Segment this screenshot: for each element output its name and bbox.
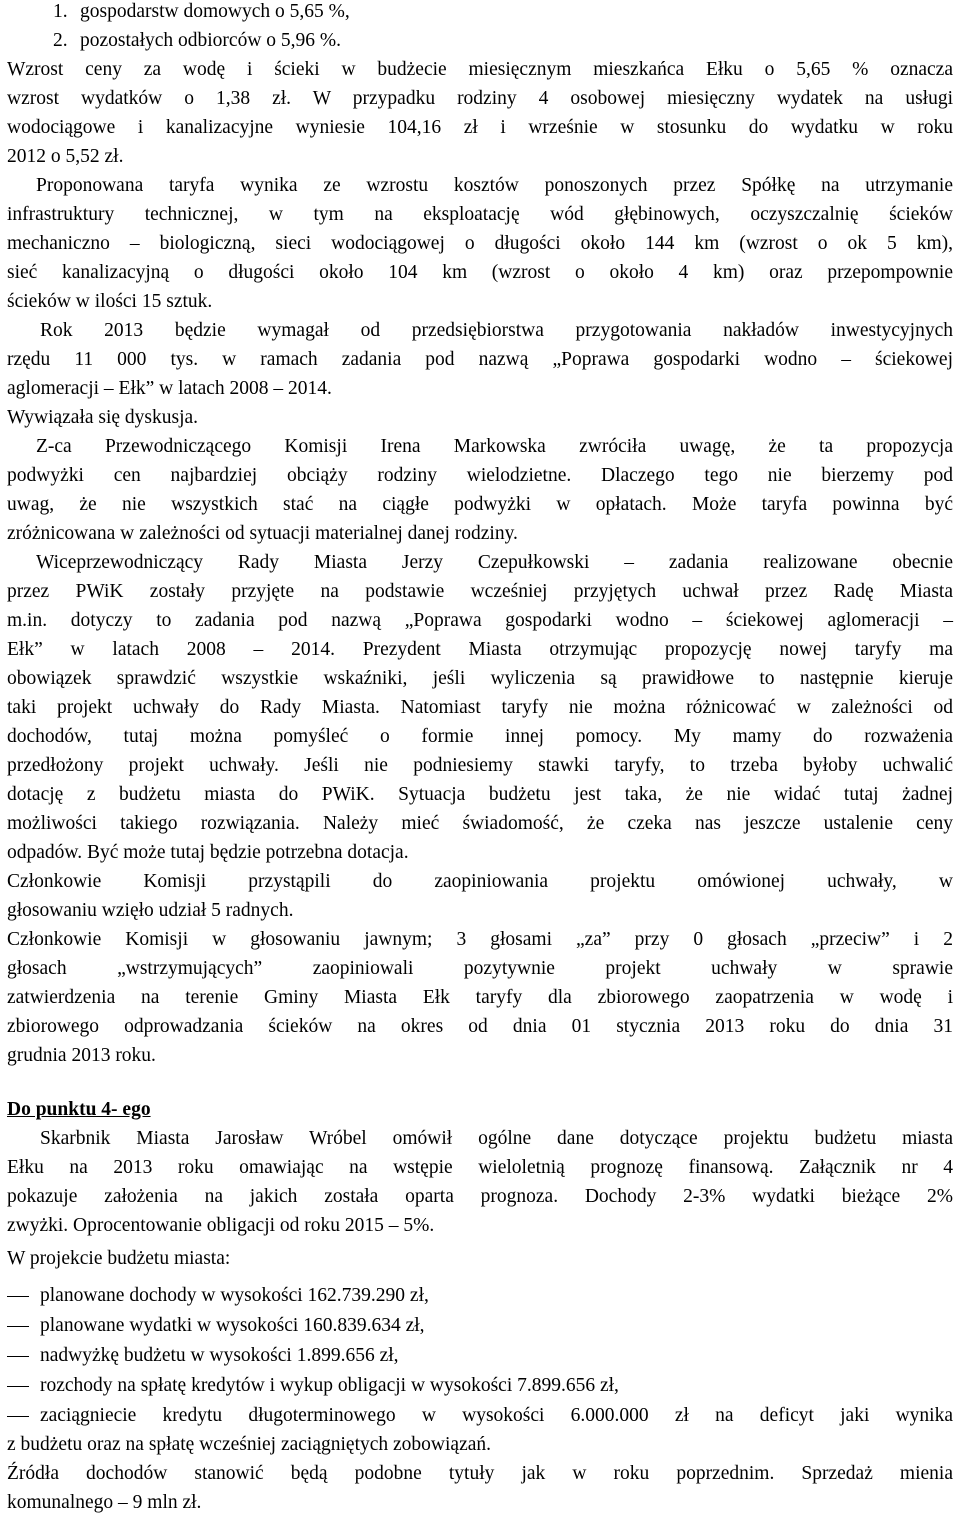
paragraph-line: Ełku na 2013 roku omawiając na wstępie wieloletnią prognozę finansową. Załącznik nr 4 [7,1157,953,1178]
paragraph-line: Źródła dochodów stanowić będą podobne tytuły jak w roku poprzednim. Sprzedaż mienia [7,1463,953,1484]
paragraph-line: aglomeracji – Ełk” w latach 2008 – 2014. [7,378,332,399]
dash-bullet [7,1386,29,1387]
paragraph-line: dotację z budżetu miasta do PWiK. Sytuacja budżetu jest taka, że nie widać tutaj żadnej [7,784,953,805]
paragraph-line: Wiceprzewodniczący Rady Miasta Jerzy Czepułkowski – zadania realizowane obecnie [36,552,953,573]
paragraph-line: infrastruktury technicznej, w tym na eksploatację wód głębinowych, oczyszczalnię ścieków [7,204,953,225]
paragraph-line: m.in. dotyczy to zadania pod nazwą „Poprawa gospodarki wodno – ściekowej aglomeracji – [7,610,953,631]
paragraph-line: Proponowana taryfa wynika ze wzrostu kosztów ponoszonych przez Spółkę na utrzymanie [36,175,953,196]
paragraph-line: 2012 o 5,52 zł. [7,146,124,167]
bullet-item: rozchody na spłatę kredytów i wykup obligacji w wysokości 7.899.656 zł, [40,1375,619,1396]
paragraph-line: Członkowie Komisji przystąpili do zaopiniowania projektu omówionej uchwały, w [7,871,953,892]
paragraph-line: przez PWiK zostały przyjęte na podstawie wcześniej przyjętych uchwał przez Radę Miasta [7,581,953,602]
dash-bullet [7,1356,29,1357]
paragraph-line: dochodów, tutaj można pomyśleć o formie innej pomocy. My mamy do rozważenia [7,726,953,747]
dash-bullet [7,1416,29,1417]
paragraph-line: z budżetu oraz na spłatę wcześniej zaciągniętych zobowiązań. [7,1434,492,1455]
bullet-item: zaciągniecie kredytu długoterminowego w wysokości 6.000.000 zł na deficyt jaki wynika [40,1405,953,1426]
paragraph-line: sieć kanalizacyjną o długości około 104 km (wzrost o około 4 km) oraz przepompownie [7,262,953,283]
paragraph-line: W projekcie budżetu miasta: [7,1248,231,1269]
paragraph-line: mechaniczno – biologiczną, sieci wodociągowej o długości około 144 km (wzrost o ok 5 km), [7,233,953,254]
paragraph-line: grudnia 2013 roku. [7,1045,156,1066]
paragraph-line: odpadów. Być może tutaj będzie potrzebna dotacja. [7,842,409,863]
dash-bullet [7,1326,29,1327]
paragraph-line: głosowaniu wzięło udział 5 radnych. [7,900,294,921]
paragraph-line: podwyżki cen najbardziej obciąży rodziny wielodzietne. Dlaczego tego nie bierzemy pod [7,465,953,486]
dash-bullet [7,1296,29,1297]
bullet-item: planowane wydatki w wysokości 160.839.634 zł, [40,1315,425,1336]
paragraph-line: Wywiązała się dyskusja. [7,407,199,428]
paragraph-line: Członkowie Komisji w głosowaniu jawnym; 3 głosami „za” przy 0 głosach „przeciw” i 2 [7,929,953,950]
list-number: 1. [53,1,68,22]
paragraph-line: wodociągowe i kanalizacyjne wyniesie 104,16 zł i wrześnie w stosunku do wydatku w roku [7,117,953,138]
paragraph-line: zróżnicowana w zależności od sytuacji materialnej danej rodziny. [7,523,518,544]
paragraph-line: możliwości takiego rozwiązania. Należy mieć świadomość, że czeka nas jeszcze ustalenie ceny [7,813,953,834]
paragraph-line: zatwierdzenia na terenie Gminy Miasta Ełk taryfy dla zbiorowego zaopatrzenia w wodę i [7,987,953,1008]
paragraph-line: zbiorowego odprowadzania ścieków na okres od dnia 01 stycznia 2013 roku do dnia 31 [7,1016,953,1037]
paragraph-line: zwyżki. Oprocentowanie obligacji od roku 2015 – 5%. [7,1215,435,1236]
paragraph-line: wzrost wydatków o 1,38 zł. W przypadku rodziny 4 osobowej miesięczny wydatek na usługi [7,88,953,109]
paragraph-line: Z-ca Przewodniczącego Komisji Irena Markowska zwróciła uwagę, że ta propozycja [36,436,953,457]
paragraph-line: Skarbnik Miasta Jarosław Wróbel omówił ogólne dane dotyczące projektu budżetu miasta [40,1128,953,1149]
paragraph-line: komunalnego – 9 mln zł. [7,1492,202,1513]
bullet-item: planowane dochody w wysokości 162.739.290 zł, [40,1285,429,1306]
paragraph-line: uwag, że nie wszystkich stać na ciągłe podwyżki w opłatach. Może taryfa powinna być [7,494,953,515]
paragraph-line: Ełk” w latach 2008 – 2014. Prezydent Miasta otrzymując propozycję nowej taryfy ma [7,639,953,660]
paragraph-line: rzędu 11 000 tys. w ramach zadania pod nazwą „Poprawa gospodarki wodno – ściekowej [7,349,953,370]
paragraph-line: głosach „wstrzymujących” zaopiniowali pozytywnie projekt uchwały w sprawie [7,958,953,979]
paragraph-line: obowiązek sprawdzić wszystkie wskaźniki, jeśli wyliczenia są prawidłowe to następnie kieruje [7,668,953,689]
paragraph-line: taki projekt uchwały do Rady Miasta. Natomiast taryfy nie można różnicować w zależności od [7,697,953,718]
section-heading: Do punktu 4- ego [7,1099,151,1120]
paragraph-line: ścieków w ilości 15 sztuk. [7,291,213,312]
paragraph-line: Wzrost ceny za wodę i ścieki w budżecie miesięcznym mieszkańca Ełku o 5,65 % oznacza [7,59,953,80]
bullet-item: nadwyżkę budżetu w wysokości 1.899.656 zł, [40,1345,399,1366]
paragraph-line: Rok 2013 będzie wymagał od przedsiębiorstwa przygotowania nakładów inwestycyjnych [40,320,953,341]
paragraph-line: pokazuje założenia na jakich została oparta prognoza. Dochody 2-3% wydatki bieżące 2% [7,1186,953,1207]
paragraph-line: przedłożony projekt uchwały. Jeśli nie podniesiemy stawki taryfy, to trzeba byłoby uchwalić [7,755,953,776]
list-item: pozostałych odbiorców o 5,96 %. [80,30,342,51]
list-item: gospodarstw domowych o 5,65 %, [80,1,350,22]
list-number: 2. [53,30,68,51]
